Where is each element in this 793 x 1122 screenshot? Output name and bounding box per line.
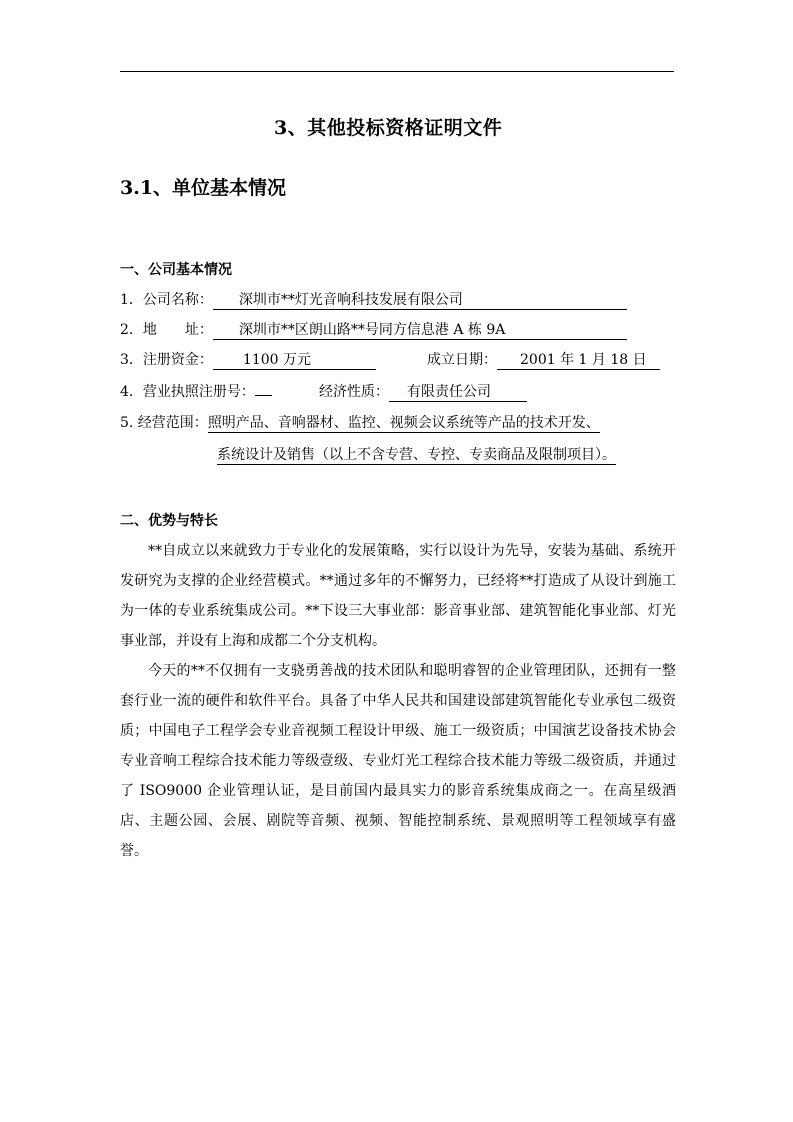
nature-value: 有限责任公司: [389, 384, 527, 402]
address-value: 深圳市**区朗山路**号同方信息港 A 栋 9A: [213, 322, 627, 340]
advantages-paragraph-1: **自成立以来就致力于专业化的发展策略，实行以设计为先导，安装为基础、系统开发研究为支撑的企业经营模式。**通过多年的不懈努力，已经将**打造成了从设计到施工为一体的专业系统集成公司。**下设三大事业部：影音事业部、建筑智能化事业部、灯光事业部，并设有上海和成都二个分支机构。: [120, 543, 676, 649]
capital-label: 3．注册资金：: [120, 352, 213, 368]
header-rule: [120, 71, 674, 72]
nature-label: 经济性质：: [319, 384, 389, 400]
date-value: 2001 年 1 月 18 日: [497, 352, 660, 370]
address-label-a: 2．地: [120, 322, 157, 338]
part1-heading: 一、公司基本情况: [120, 262, 232, 278]
date-row: [427, 350, 660, 370]
scope-value-line1: 照明产品、音响器材、监控、视频会议系统等产品的技术开发、: [207, 415, 600, 431]
part2-heading: 二、优势与特长: [120, 513, 218, 529]
license-row: [120, 382, 272, 402]
section-heading: 3.1、单位基本情况: [120, 177, 287, 199]
address-row: [120, 320, 627, 340]
company-name-row: [120, 290, 627, 310]
capital-value: 1100 万元: [213, 352, 376, 370]
company-name-value: 深圳市**灯光音响科技发展有限公司: [213, 292, 627, 310]
scope-label: 5. 经营范围：: [120, 415, 208, 431]
address-label-b: 址：: [184, 322, 213, 338]
company-name-label: 1．公司名称：: [120, 292, 213, 308]
advantages-body: [120, 536, 676, 866]
license-value: [255, 395, 272, 396]
document-title: 3、其他投标资格证明文件: [274, 117, 503, 139]
scope-value-line2: 系统设计及销售（以上不含专营、专控、专卖商品及限制项目）。: [217, 447, 616, 463]
scope-row: [120, 413, 600, 433]
scope-row-2: [217, 445, 616, 465]
license-label: 4．营业执照注册号：: [120, 384, 255, 400]
date-label: 成立日期：: [427, 352, 497, 368]
nature-row: [319, 382, 527, 402]
advantages-paragraph-2: 今天的**不仅拥有一支骁勇善战的技术团队和聪明睿智的企业管理团队，还拥有一整套行业一流的硬件和软件平台。具备了中华人民共和国建设部建筑智能化专业承包二级资质；中国电子工程学会专业音视频工程设计甲级、施工一级资质；中国演艺设备技术协会专业音响工程综合技术能力等级壹级、专业灯光工程综合技术能力等级二级资质，并通过了 ISO9000 企业管理认证，是目前国内最具实力的影音系统集成商之一。在高星级酒店、主题公园、会展、剧院等音频、视频、智能控制系统、景观照明等工程领域享有盛誉。: [120, 663, 676, 859]
capital-row: [120, 350, 376, 370]
